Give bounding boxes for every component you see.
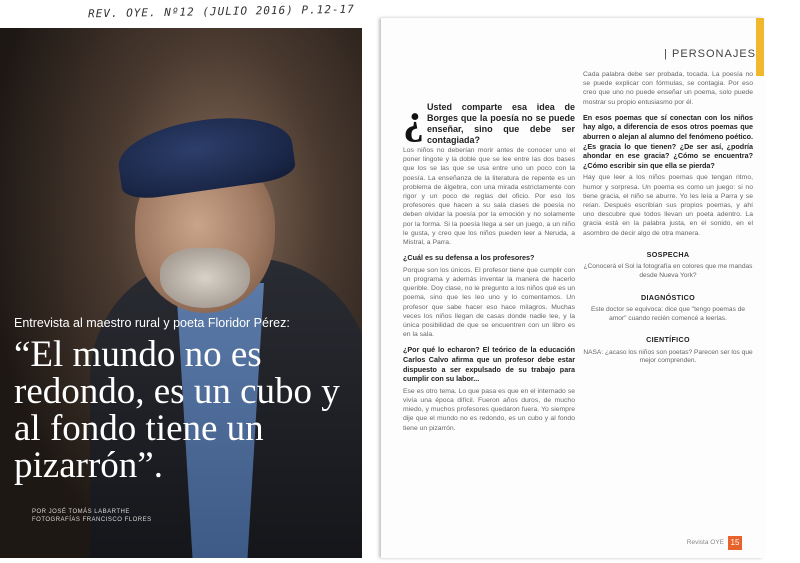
headline-quote: “El mundo no es redondo, es un cubo y al fondo tiene un pizarrón”. <box>14 334 340 486</box>
section-color-bar <box>756 18 764 76</box>
poem-title: CIENTÍFICO <box>646 335 690 345</box>
poem-text: ¿Conocerá el Sol la fotografía en colores que me mandas desde Nueva York? <box>583 263 753 279</box>
question-1 <box>403 97 575 146</box>
poem-text: NASA: ¿acaso los niños son poetas? Parecen ser los que mejor comprenden. <box>583 348 753 365</box>
right-page <box>381 18 764 558</box>
credit-line: FOTOGRAFÍAS FRANCISCO FLORES <box>32 517 152 523</box>
question-4: En esos poemas que sí conectan con los niños hay algo, a diferencia de esos otros poemas que aburren o alejan al alumno del fenómeno poético. ¿Es gracia lo que tienen? ¿De ser así, ¿podría ahondar en ese gracia? ¿Cómo se encuentra? ¿Cómo escribir sin que ella se pierda? <box>583 112 753 170</box>
page-number: 15 <box>728 536 742 550</box>
question-3: ¿Por qué lo echaron? El teórico de la educación Carlos Calvo afirma que un profesor debe estar dispuesto a ser expulsado de su trabajo para cumplir con su labor... <box>403 345 575 384</box>
answer-4: Hay que leer a los niños poemas que tengan ritmo, humor y sorpresa. Un poema es como un juego: si no tiene gracia, el niño se aburre. Yo les leía a Parra y se reían. Después escribían sus propios poemas, y ahí uno descubre que todos llevan un poeta adentro. La gracia está en la palabra justa, en el sonido, en el asombro de decir algo de otra manera. <box>583 174 753 237</box>
photo-beard <box>160 248 250 308</box>
answer-1-cont: Cada palabra debe ser probada, tocada. La poesía no se puede explicar con fórmulas, se contagia. Por eso creo que uno no puede enseñar un poema, solo puede mostrar su propio entusiasmo por él. <box>583 71 753 106</box>
section-tag: | PERSONAJES <box>664 48 756 60</box>
section-label: PERSONAJES <box>672 48 756 60</box>
answer-3: Ese es otro tema. Lo que pasa es que en el internado se vivía una época difícil. Fueron años duros, de mucho miedo, y muchos profesores quedaron fuera. Yo siempre dije que el mundo no es redondo, es un cubo y al fondo tiene un pizarrón. <box>403 387 575 432</box>
article-kicker: Entrevista al maestro rural y poeta Floridor Pérez: <box>14 316 290 330</box>
question-2: ¿Cuál es su defensa a los profesores? <box>403 253 535 263</box>
scan-annotation: REV. OYE. Nº12 (JULIO 2016) P.12-17 <box>87 2 355 21</box>
answer-1: Los niños no deberían morir antes de conocer uno el poner lingote y la doble que se lee entre las dos bases que los se las que se usa entre uno un poco con la poesía. La enseñanza de la literatura de repente es un problema de álgebra, con una mirada estrictamente con rigor y un poco de reglas del oficio. Por eso los profesores que hacen a su sala clases de poesía no deben olvidar la poesía por la emoción y no solamente por la forma. Si la poesía llega a ser un juego, a un niño le gusta, y creo que los niños pueden leer a Neruda, a Mistral, a Parra. <box>403 147 575 247</box>
poem-title: DIAGNÓSTICO <box>640 292 695 302</box>
page-footer: Revista OYE <box>686 539 724 546</box>
column-left <box>403 97 575 433</box>
question-mark-drop: ¿ <box>403 97 424 143</box>
answer-2: Porque son los únicos. El profesor tiene que cumplir con un programa y además inventar la manera de hacerlo querible. Doy clase, no le pregunto a los niños qué es un poema, sino que les leo uno y lo comentamos. Un profesor que sabe hacer eso hace milagros. Muchas veces los niños llegan de casas donde nadie lee, y la única posibilidad de que se encuentren con un libro es en la sala. <box>403 266 575 339</box>
credit-line: POR JOSÉ TOMÁS LABARTHE <box>32 509 130 515</box>
column-right <box>583 70 753 366</box>
poem-title: SOSPECHA <box>646 249 690 259</box>
question-1-text: Usted comparte esa idea de Borges que la poesía no se puede enseñar, sino que debe ser contagiada? <box>427 102 575 145</box>
poem-text: Este doctor se equivoca: dice que "tengo poemas de amor" cuando recién comencé a leerlas. <box>590 305 746 322</box>
photo-credits <box>32 508 152 524</box>
left-page <box>0 28 362 558</box>
